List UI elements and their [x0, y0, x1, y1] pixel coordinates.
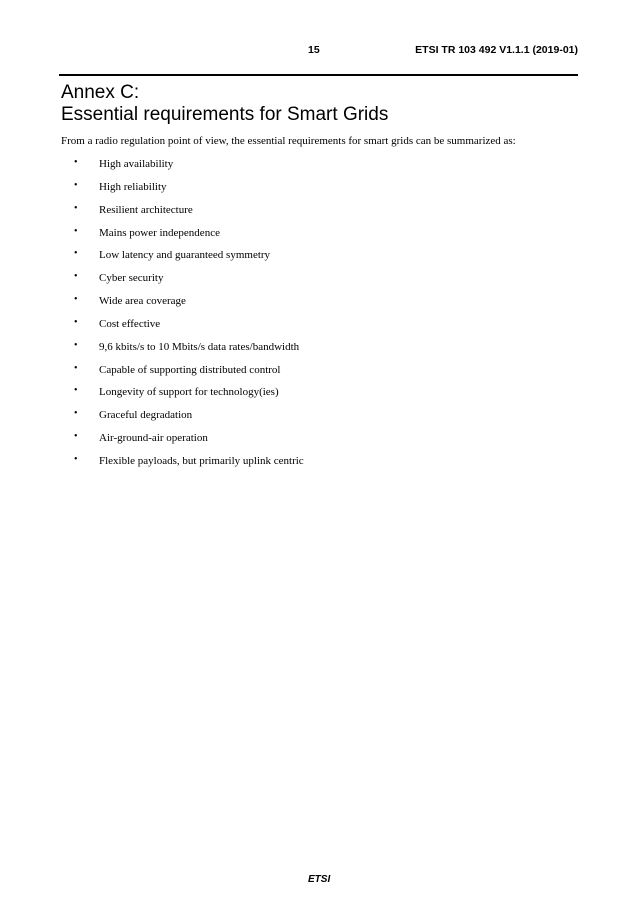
- requirement-text: Wide area coverage: [99, 295, 186, 308]
- bullet-icon: •: [74, 294, 78, 306]
- requirement-text: High reliability: [99, 180, 167, 193]
- bullet-icon: •: [74, 271, 78, 283]
- header-divider: [59, 74, 578, 76]
- bullet-icon: •: [74, 157, 78, 168]
- requirement-text: Capable of supporting distributed control: [99, 363, 281, 376]
- bullet-icon: •: [74, 202, 78, 214]
- requirement-text: Flexible payloads, but primarily uplink centric: [99, 454, 304, 467]
- requirement-text: Longevity of support for technology(ies): [99, 386, 279, 399]
- requirement-text: Low latency and guaranteed symmetry: [99, 249, 271, 262]
- document-reference: ETSI TR 103 492 V1.1.1 (2019-01): [415, 44, 578, 56]
- bullet-icon: •: [74, 385, 78, 397]
- annex-title: Essential requirements for Smart Grids: [61, 104, 389, 125]
- bullet-icon: •: [74, 248, 78, 260]
- annex-heading: [61, 82, 388, 126]
- bullet-icon: •: [74, 408, 78, 420]
- requirement-text: Graceful degradation: [99, 409, 193, 422]
- annex-label: Annex C:: [61, 82, 140, 103]
- page-footer: ETSI: [308, 874, 331, 885]
- requirement-text: Mains power independence: [99, 226, 220, 239]
- requirement-text: Resilient architecture: [99, 203, 193, 216]
- bullet-icon: •: [74, 316, 78, 328]
- requirement-text: Cyber security: [99, 272, 164, 285]
- bullet-icon: •: [74, 453, 78, 465]
- requirement-text: High availability: [99, 158, 174, 170]
- bullet-icon: •: [74, 431, 78, 443]
- bullet-icon: •: [74, 362, 78, 374]
- bullet-icon: •: [74, 339, 78, 351]
- intro-paragraph: From a radio regulation point of view, the essential requirements for smart grids can be summarized as:: [61, 135, 516, 147]
- page-number: 15: [308, 44, 320, 56]
- bullet-icon: •: [74, 225, 78, 237]
- requirement-text: 9,6 kbits/s to 10 Mbits/s data rates/bandwidth: [99, 340, 300, 353]
- requirement-text: Air-ground-air operation: [99, 432, 208, 445]
- bullet-icon: •: [74, 179, 78, 191]
- requirement-text: Cost effective: [99, 317, 161, 330]
